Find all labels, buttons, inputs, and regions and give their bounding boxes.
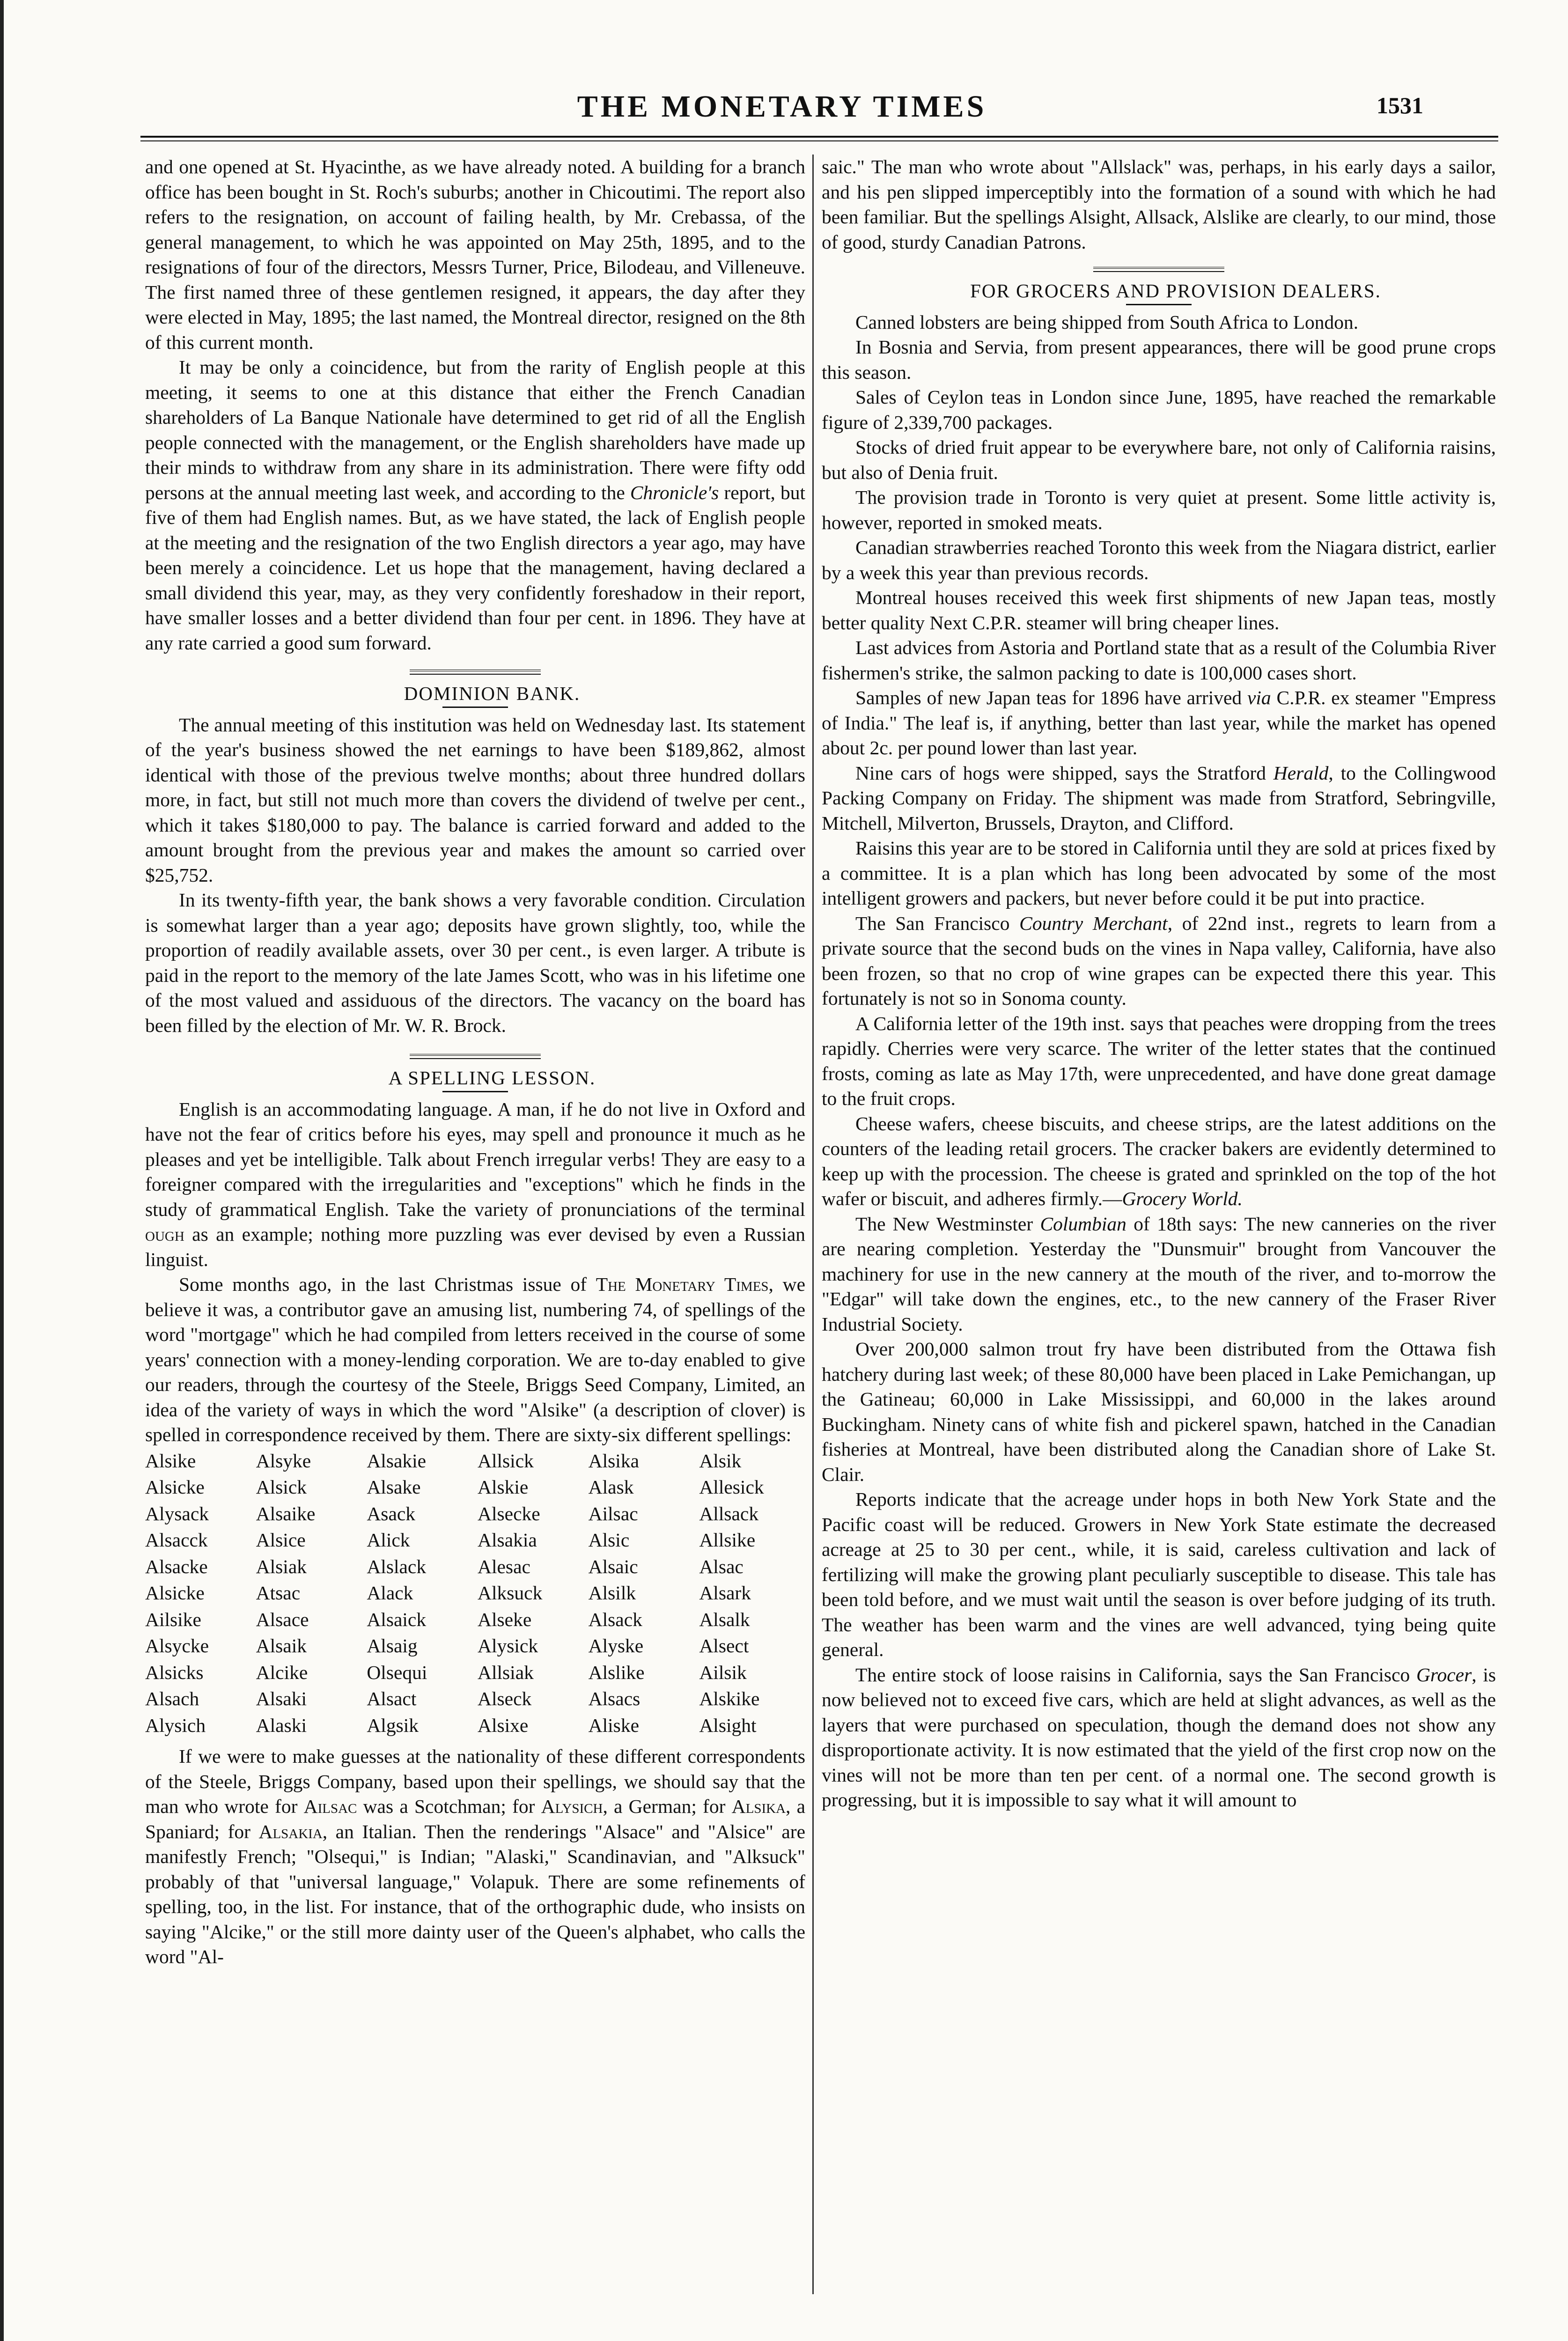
binding-edge <box>0 0 4 2341</box>
section-separator <box>410 1054 541 1059</box>
spelling-word: Alysich <box>145 1714 206 1736</box>
spelling-word: Alsac <box>699 1555 744 1577</box>
masthead-rule-bottom <box>140 140 1498 141</box>
paragraph <box>822 685 1496 761</box>
paragraph: and one opened at St. Hyacinthe, as we have already noted. A building for a branch office has been bought in St. Roch's suburbs; another in Chicoutimi. The report also refers to the resignation, on account of failing health, by Mr. Crebassa, of the general management, to which he was appointed on May 25th, 1895, and to the resignations of four of the directors, Messrs Turner, Price, Bilodeau, and Villeneuve. The first named three of these gentlemen resigned, it appears, the day after they were elected in May, 1895; the last named, the Montreal director, resigned on the 8th of this current month. <box>145 156 805 353</box>
spelling-word: Allsack <box>699 1502 759 1524</box>
spelling-word: Alsaik <box>256 1635 307 1656</box>
paragraph: Canned lobsters are being shipped from South Africa to London. <box>855 311 1359 333</box>
paragraph <box>145 1744 805 1970</box>
text-run: Alsakia <box>258 1820 323 1842</box>
spelling-word: Alsixe <box>478 1714 529 1736</box>
spelling-word: Ailsac <box>588 1502 638 1524</box>
spelling-word: Alysick <box>478 1635 538 1656</box>
text-run: Nine cars of hogs were shipped, says the Stratford <box>855 762 1266 784</box>
section-separator <box>1093 267 1224 272</box>
publication-name: Chronicle's <box>630 481 719 503</box>
text-run: via <box>1247 687 1271 708</box>
text-run: C.P.R. ex steamer "Empress of India." The leaf is, if anything, better than last year, while the market has opened about 2c. per pound lower than last year. <box>822 687 1496 758</box>
paragraph: The provision trade in Toronto is very quiet at present. Some little activity is, however, reported in smoked meats. <box>822 486 1496 533</box>
spelling-word: Atsac <box>256 1582 301 1604</box>
spelling-word: Alsacs <box>588 1688 640 1709</box>
text-run: English is an accommodating language. A man, if he do not live in Oxford and have not the fear of critics before his eyes, may spell and pronounce it much as he pleases and yet be intelligible. Talk about French irregular verbs! They are easy to a foreigner compared with the irregularities and "exceptions" which he finds in the study of grammatical English. Take the variety of pronunciations of the terminal <box>145 1098 805 1220</box>
paragraph: A California letter of the 19th inst. says that peaches were dropping from the trees rapidly. Cherries were very scarce. The writer of the letter states that the continued frosts, coming as late as May 17th, were unprecedented, and have done great damage to the fruit crops. <box>822 1012 1496 1109</box>
spelling-word: Alsake <box>367 1476 421 1498</box>
spelling-word: Alysack <box>145 1502 209 1524</box>
paragraph <box>822 1663 1496 1813</box>
section-heading-spelling-lesson: A SPELLING LESSON. <box>388 1067 596 1089</box>
spelling-word: Alaski <box>256 1714 307 1736</box>
paragraph: saic." The man who wrote about "Allslack" was, perhaps, in his early days a sailor, and his pen slipped imperceptibly into the formation of a sound with which he had been familiar. But the spellings Alsight, Allsack, Alslike are clearly, to our mind, those of good, sturdy Canadian Patrons. <box>822 156 1496 253</box>
spelling-word: Alsach <box>145 1688 199 1709</box>
publication-name: Herald <box>1273 762 1329 784</box>
text-run: Ailsac <box>303 1796 357 1817</box>
spelling-word: Alsic <box>588 1529 630 1551</box>
spelling-word: Allesick <box>699 1476 764 1498</box>
section-separator <box>410 670 541 675</box>
text-run: The entire stock of loose raisins in California, says the San Francisco <box>855 1664 1410 1686</box>
paragraph <box>822 761 1496 836</box>
publication-name: Columbian <box>1040 1213 1126 1235</box>
text-run: , of 22nd inst., regrets to learn from a private source that the second buds on the vines in Napa valley, California, have also been frozen, so that no crop of wine grapes can be expected there this year. This fortunately is not so in Sonoma county. <box>822 912 1496 1009</box>
spelling-word: Alslike <box>588 1661 645 1683</box>
publication-name: Grocer <box>1416 1664 1472 1686</box>
text-run: , to the Collingwood Packing Company on Friday. The shipment was made from Stratford, Sebringville, Mitchell, Milverton, Brussels, Drayton, and Clifford. <box>822 762 1496 834</box>
spelling-word: Alask <box>588 1476 634 1498</box>
paragraph: In its twenty-fifth year, the bank shows a very favorable condition. Circulation is somewhat larger than a year ago; deposits have grown slightly, too, while the proportion of readily available assets, over 30 per cent., is even larger. A tribute is paid in the report to the memory of the late James Scott, who was in his lifetime one of the most valued and assiduous of the directors. The vacancy on the board has been filled by the election of Mr. W. R. Brock. <box>145 889 805 1036</box>
spelling-word: Alsicks <box>145 1661 204 1683</box>
paragraph: Over 200,000 salmon trout fry have been distributed from the Ottawa fish hatchery during last week; of these 80,000 have been placed in Lake Pemichangan, up the Gatineau; 60,000 in Lake Mississippi, and 60,000 in the lakes around Buckingham. Ninety cans of white fish and pickerel spawn, hatched in the Canadian fisheries at Montreal, have been distributed along the Canadian shore of Lake St. Clair. <box>822 1338 1496 1485</box>
spelling-word: Allsick <box>478 1450 534 1472</box>
text-run: Cheese wafers, cheese biscuits, and cheese strips, are the latest additions on the counters of the leading retail grocers. The cracker bakers are evidently determined to keep up with the procession. The cheese is grated and sprinkled on the top of the hot wafer or biscuit, and adheres firmly.— <box>822 1112 1496 1209</box>
paragraph: Montreal houses received this week first shipments of new Japan teas, mostly better quality Next C.P.R. steamer will bring cheaper lines. <box>822 587 1496 633</box>
spelling-word: Alsika <box>588 1450 640 1472</box>
spelling-word: Alsakie <box>367 1450 427 1472</box>
text-run: Alysich <box>541 1796 603 1817</box>
text-run: report, but five of them had English names. But, as we have stated, the lack of English people at the meeting and the resignation of the two English directors a year ago, may have been merely a coincidence. Let us hope that the management, having declared a small dividend this year, may, as they very confidently foreshadow in their report, have smaller losses and a better dividend than four per cent. in 1896. They have at any rate carried a good sum forward. <box>145 481 805 654</box>
spelling-word: Allsiak <box>478 1661 534 1683</box>
spelling-word: Alsacke <box>145 1555 208 1577</box>
spelling-word: Asack <box>367 1502 416 1524</box>
column-divider <box>812 155 814 2294</box>
masthead-rule-top <box>140 136 1498 138</box>
paragraph <box>145 1272 805 1448</box>
paragraph: Last advices from Astoria and Portland state that as a result of the Columbia River fishermen's strike, the salmon packing to date is 100,000 cases short. <box>822 637 1496 684</box>
spelling-word: Alseck <box>478 1688 532 1709</box>
text-run: Samples of new Japan teas for 1896 have arrived <box>855 687 1242 708</box>
text-run: , is now believed not to exceed five cars, which are held at slight advances, as well as the layers that were purchased on speculation, though the demand does not show any disproportionate activity. It is now estimated that the yield of the first crop now on the vines will not be more than ten per cent. of a normal one. The second growth is progressing, but it is impossible to say what it will amount to <box>822 1664 1496 1811</box>
text-run: , we believe it was, a contributor gave an amusing list, numbering 74, of spellings of the word "mortgage" which he had compiled from letters received in the course of some years' connection with a money-lending corporation. We are to-day enabled to give our readers, through the courtesy of the Steele, Briggs Seed Company, Limited, an idea of the variety of ways in which the word "Alsike" (a description of clover) is spelled in correspondence received by them. There are sixty-six different spellings: <box>145 1274 806 1445</box>
paragraph: Raisins this year are to be stored in California until they are sold at prices fixed by a committee. It is a plan which has long been advocated by some of the most intelligent growers and packers, but never before could it be put into practice. <box>822 837 1496 909</box>
spelling-word: Alsaike <box>256 1502 316 1524</box>
paragraph: Reports indicate that the acreage under hops in both New York State and the Pacific coast will be reduced. Growers in New York State estimate the decreased acreage at 25 to 30 per cent., while, it is said, careless cultivation and lack of fertilizing will make the growing plant peculiarly susceptible to disease. This tale has been told before, and we must wait until the season is over before judging of its truth. The weather has been warm and the vines are well advanced, tying being quite general. <box>822 1488 1496 1660</box>
spelling-word: Alick <box>367 1529 410 1551</box>
spelling-word: Alsecke <box>478 1502 540 1524</box>
left-column <box>145 155 805 1970</box>
spelling-word: Alsacck <box>145 1529 208 1551</box>
paragraph: Sales of Ceylon teas in London since June, 1895, have reached the remarkable figure of 2,339,700 packages. <box>822 386 1496 433</box>
spelling-word: Alslack <box>367 1555 427 1577</box>
spelling-word: Allsike <box>699 1529 756 1551</box>
spelling-word: Alsycke <box>145 1635 209 1656</box>
spelling-word: Alsiak <box>256 1555 307 1577</box>
spelling-word: Ailsike <box>145 1608 201 1630</box>
paragraph: In Bosnia and Servia, from present appearances, there will be good prune crops this season. <box>822 336 1496 383</box>
paragraph <box>145 355 805 655</box>
spelling-word: Alsark <box>699 1582 751 1604</box>
paragraph <box>822 1212 1496 1337</box>
spelling-word: Alsike <box>145 1450 196 1472</box>
spelling-word: Alsyke <box>256 1450 311 1472</box>
paragraph: Canadian strawberries reached Toronto this week from the Niagara district, earlier by a week this year than previous records. <box>822 537 1496 583</box>
spelling-word: Alsice <box>256 1529 306 1551</box>
paragraph <box>145 1097 805 1273</box>
paragraph: Stocks of dried fruit appear to be everywhere bare, not only of California raisins, but also of Denia fruit. <box>822 436 1496 483</box>
paragraph <box>822 1112 1496 1212</box>
text-run: as an example; nothing more puzzling was ever devised by even a Russian linguist. <box>145 1223 805 1270</box>
text-run: The New Westminster <box>855 1213 1033 1235</box>
spelling-word: Alsaic <box>588 1555 638 1577</box>
text-run: It may be only a coincidence, but from the rarity of English people at this meeting, it seems to one at this distance that either the French Canadian shareholders of La Banque Nationale have determined to get rid of all the English people connected with the management, or the English shareholders have made up their minds to withdraw from any share in its administration. There were fifty odd persons at the annual meeting last week, and according to the <box>145 356 805 503</box>
spelling-word: Aliske <box>588 1714 640 1736</box>
paragraph <box>822 911 1496 1011</box>
masthead <box>140 89 1423 131</box>
spelling-word: Alsick <box>256 1476 307 1498</box>
spelling-word: Alyske <box>588 1635 644 1656</box>
text-run: , a Spaniard; for <box>145 1796 806 1842</box>
spelling-word: Algsik <box>367 1714 419 1736</box>
spelling-word: Alsaick <box>367 1608 427 1630</box>
publication-name: The Monetary Times <box>596 1274 769 1295</box>
text-run: The San Francisco <box>855 912 1010 934</box>
text-run: Alsika <box>731 1796 786 1817</box>
text-run: Some months ago, in the last Christmas issue of <box>179 1274 587 1295</box>
paragraph: The annual meeting of this institution was held on Wednesday last. Its statement of the year's business showed the net earnings to have been $189,862, almost identical with those of the previous twelve months; about three hundred dollars more, in fact, but still not much more than covers the dividend of twelve per cent., which it takes $180,000 to pay. The balance is carried forward and added to the amount brought from the previous year and makes the amount so carried over $25,752. <box>145 714 805 886</box>
publication-name: Country Merchant <box>1019 912 1168 934</box>
spelling-word: Alack <box>367 1582 413 1604</box>
spelling-word: Ailsik <box>699 1661 747 1683</box>
spelling-word: Alsack <box>588 1608 642 1630</box>
spelling-word: Alsicke <box>145 1582 205 1604</box>
text-run: ough <box>145 1223 184 1245</box>
spelling-word: Alsaig <box>367 1635 418 1656</box>
spelling-word: Alesac <box>478 1555 530 1577</box>
spelling-word: Alsicke <box>145 1476 205 1498</box>
section-heading-grocers: FOR GROCERS AND PROVISION DEALERS. <box>970 280 1381 302</box>
spelling-word: Alsace <box>256 1608 309 1630</box>
spelling-word: Alskike <box>699 1688 760 1709</box>
newspaper-title: THE MONETARY TIMES <box>577 89 987 124</box>
spelling-word: Alskie <box>478 1476 529 1498</box>
page-number: 1531 <box>1377 92 1423 118</box>
spelling-word: Olsequi <box>367 1661 427 1683</box>
spelling-word: Alseke <box>478 1608 532 1630</box>
text-run: If we were to make guesses at the nationality of these different correspondents of the Steele, Briggs Company, based upon their spellings, we should say that the man who wrote for <box>145 1745 805 1817</box>
publication-name: Grocery World. <box>1122 1188 1243 1209</box>
spelling-word: Alcike <box>256 1661 308 1683</box>
spellings-list <box>145 1448 805 1739</box>
text-run: , an Italian. Then the renderings "Alsace" and "Alsice" are manifestly French; "Olsequi," is Indian; "Alaski," Scandinavian, and "Alksuck" probably of that "universal language," Volapuk. There are some refinements of spelling, too, in the list. For instance, that of the orthographic dude, who insists on saying "Alcike," or the still more dainty user of the Queen's alphabet, who calls the word "Al- <box>145 1820 805 1967</box>
spelling-word: Alksuck <box>478 1582 543 1604</box>
spelling-word: Alsalk <box>699 1608 750 1630</box>
spelling-word: Alsilk <box>588 1582 636 1604</box>
text-run: , a German; for <box>603 1796 726 1817</box>
spelling-word: Alsakia <box>478 1529 537 1551</box>
spelling-word: Alsight <box>699 1714 757 1736</box>
spelling-word: Alsect <box>699 1635 749 1656</box>
right-column <box>822 155 1496 1813</box>
text-run: was a Scotchman; for <box>363 1796 535 1817</box>
spelling-word: Alsact <box>367 1688 417 1709</box>
section-heading-dominion-bank: DOMINION BANK. <box>404 683 581 704</box>
spelling-word: Alsaki <box>256 1688 307 1709</box>
spelling-word: Alsik <box>699 1450 742 1472</box>
text-run: of 18th says: The new canneries on the river are nearing completion. Yesterday the "Dunsmuir" brought from Vancouver the machinery for use in the new cannery at the mouth of the river, and to-morrow the "Edgar" will take down the engines, etc., to the new cannery of the Fraser River Industrial Society. <box>822 1213 1496 1335</box>
